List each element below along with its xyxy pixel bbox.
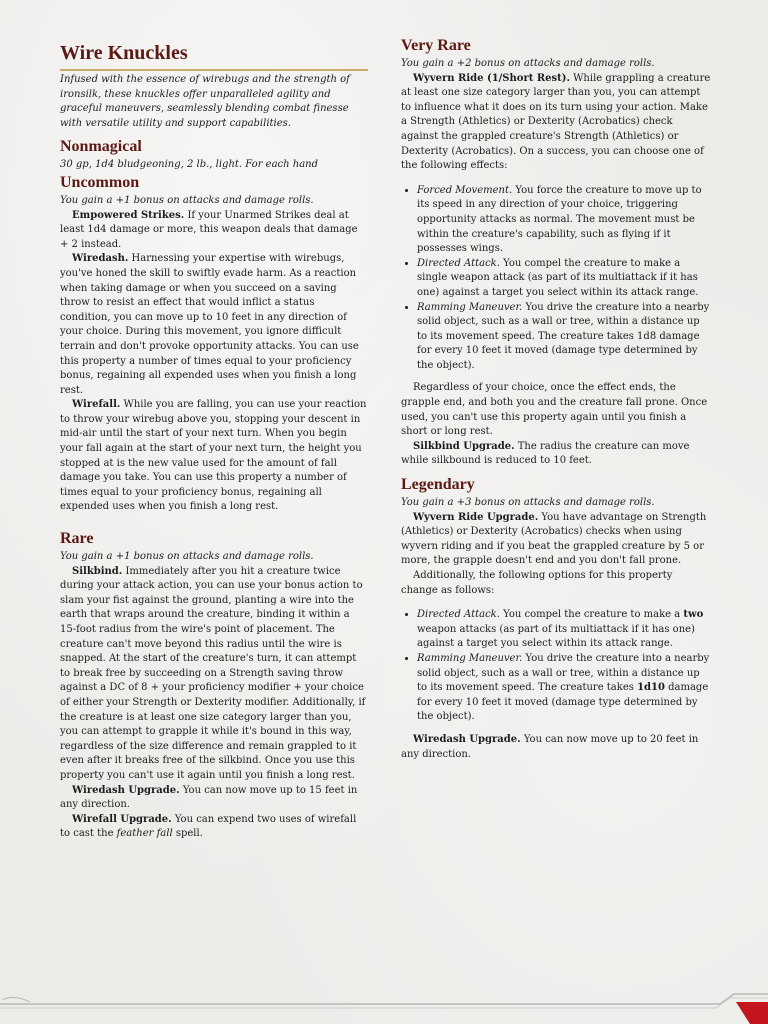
wiredash-paragraph — [60, 252, 368, 398]
intro-text: Infused with the essence of wirebugs and the strength of ironsilk, these knuckles offer unparalleled agility and graceful maneuvers, seamlessly blending combat finesse with versatile utility and support capabilities. — [60, 74, 350, 129]
ramming-maneuver-text: You drive the creature into a nearby solid object, such as a wall or tree, within a distance up to its movement speed. The creature takes 1d8 damage for every 10 feet it moved (damage type determined by the object). — [417, 301, 710, 371]
wirefall-paragraph — [60, 398, 368, 515]
legendary-wiredash-upgrade-label: Wiredash Upgrade. — [413, 733, 521, 745]
rare-wiredash-upgrade-paragraph — [60, 784, 368, 813]
legendary-heading: Legendary — [401, 476, 475, 494]
silkbind-text: Immediately after you hit a creature twice during your attack action, you can use your bonus action to slam your fist against the ground, planting a wire into the earth that wraps around the creature, binding it within a 15-foot radius from the wire's point of placement. The creature can't move beyond this radius until the wire is snapped. At the start of the creature's turn, it can attempt to break free by succeeding on a Strength saving throw against a DC of 8 + your proficiency modifier + your choice of either your Strength or Dexterity modifier. Additionally, if the creature is at least one size category larger than you, you can attempt to grapple it while it's bound in this way, regardless of the size difference and remain grappled to it even after it breaks free of the silkbind. Once you use this property you can't use it again until you finish a long rest. — [60, 565, 366, 781]
wyvern-effects-list — [401, 184, 711, 374]
additionally-paragraph: Additionally, the following options for this property change as follows: — [401, 570, 673, 596]
page-title: Wire Knuckles — [60, 40, 368, 71]
rare-bonus: You gain a +1 bonus on attacks and damage rolls. — [60, 551, 314, 563]
forced-movement-text: You force the creature to move up to its speed in any direction of your choice, triggering opportunity attacks as normal. The movement must be within the creature's capability, such as flying if it possesses wings. — [417, 184, 702, 255]
nonmagical-heading: Nonmagical — [60, 138, 142, 156]
legendary-ramming-text-a: You drive the creature into a nearby solid object, such as a wall or tree, within a distance up to its movement speed. The creature takes — [417, 652, 710, 694]
list-item — [417, 608, 711, 652]
silkbind-upgrade-text: The radius the creature can move while silkbound is reduced to 10 feet. — [401, 440, 690, 467]
wyvern-ride-upgrade-label: Wyvern Ride Upgrade. — [413, 511, 539, 523]
legendary-bonus: You gain a +3 bonus on attacks and damage rolls. — [401, 497, 655, 509]
legendary-options-list — [401, 608, 711, 725]
legendary-wiredash-upgrade-paragraph — [401, 733, 711, 762]
wyvern-ride-text: While grappling a creature at least one size category larger than you, you can attempt to influence what it does on its turn using your action. Make a Strength (Athletics) or Dexterity (Acrobatics) check against the grappled creature's Strength (Athletics) or Dexterity (Acrobatics). On a success, you can choose one of the following effects: — [401, 72, 711, 172]
very-rare-bonus: You gain a +2 bonus on attacks and damage rolls. — [401, 58, 655, 69]
silkbind-paragraph — [60, 565, 368, 784]
wirefall-upgrade-text-a: You can expend two uses of wirefall to cast the — [60, 813, 357, 840]
silkbind-upgrade-paragraph — [401, 440, 711, 469]
legendary-directed-text-b: weapon attacks (as part of its multiattack if it has one) against a target you select within its attack range. — [417, 623, 695, 650]
wiredash-label: Wiredash. — [72, 253, 129, 265]
wyvern-ride-label: Wyvern Ride (1/Short Rest). — [413, 72, 570, 84]
regardless-paragraph: Regardless of your choice, once the effect ends, the grapple end, and both you and the creature fall prone. Once used, you can't use this property again until you finish a short or long rest. — [401, 382, 708, 438]
wirefall-upgrade-label: Wirefall Upgrade. — [72, 813, 172, 825]
list-item — [417, 652, 711, 725]
footer-ornament — [0, 986, 768, 1016]
list-item — [417, 184, 711, 257]
legendary-ramming-bold: 1d10 — [637, 682, 665, 694]
wirefall-upgrade-text-b: spell. — [172, 828, 203, 840]
wyvern-ride-upgrade-text: You have advantage on Strength (Athletics) or Dexterity (Acrobatics) checks when using wyvern riding and if you beat the grappled creature by 5 or more, the grapple doesn't end and you don't fall prone. — [401, 511, 707, 567]
forced-movement-name: Forced Movement. — [417, 184, 513, 196]
silkbind-label: Silkbind. — [72, 565, 123, 577]
left-column — [60, 36, 368, 842]
list-item — [417, 301, 711, 374]
legendary-directed-attack-name: Directed Attack. — [417, 609, 500, 621]
legendary-wiredash-upgrade-text: You can now move up to 20 feet in any direction. — [401, 733, 699, 760]
wirefall-upgrade-paragraph — [60, 813, 368, 842]
ramming-maneuver-name: Ramming Maneuver. — [417, 301, 523, 313]
wyvern-ride-upgrade-paragraph — [401, 511, 711, 569]
rare-wiredash-upgrade-label: Wiredash Upgrade. — [72, 784, 180, 796]
directed-attack-text: You compel the creature to make a single weapon attack (as part of its multiattack if it has one) against a target you select within its attack range. — [417, 257, 699, 298]
empowered-strikes-label: Empowered Strikes. — [72, 209, 185, 221]
legendary-directed-text-a: You compel the creature to make a — [499, 609, 684, 621]
very-rare-heading: Very Rare — [401, 37, 471, 54]
right-column — [401, 36, 711, 762]
uncommon-heading: Uncommon — [60, 173, 140, 191]
legendary-ramming-text-b: damage for every 10 feet it moved (damage type determined by the object). — [417, 682, 709, 723]
empowered-strikes-text: If your Unarmed Strikes deal at least 1d4 damage or more, this weapon deals that damage + 2 instead. — [60, 209, 358, 250]
nonmagical-stats: 30 gp, 1d4 bludgeoning, 2 lb., light. For each hand — [60, 159, 318, 171]
rare-wiredash-upgrade-text: You can now move up to 15 feet in any direction. — [60, 784, 358, 811]
feather-fall-spell: feather fall — [116, 828, 173, 840]
uncommon-bonus: You gain a +1 bonus on attacks and damage rolls. — [60, 194, 314, 206]
footer-corner-accent — [724, 994, 768, 1024]
empowered-strikes-paragraph — [60, 209, 368, 253]
silkbind-upgrade-label: Silkbind Upgrade. — [413, 440, 515, 452]
legendary-ramming-name: Ramming Maneuver. — [417, 652, 523, 664]
wirefall-label: Wirefall. — [72, 399, 121, 411]
directed-attack-name: Directed Attack. — [417, 257, 500, 269]
wiredash-text: Harnessing your expertise with wirebugs, you've honed the skill to swiftly evade harm. As a reaction when taking damage or when you succeed on a saving throw to resist an effect that would inflict a status condition, you can move up to 10 feet in any direction of your choice. During this movement, you ignore difficult terrain and don't provoke opportunity attacks. You can use this property a number of times equal to your proficiency bonus, regaining all expended uses when you finish a long rest. — [60, 253, 359, 396]
wirefall-text: While you are falling, you can use your reaction to throw your wirebug above you, stopping your descent in mid-air until the start of your next turn. When you begin your fall again at the start of your next turn, the height you stopped at is the new value used for the amount of fall damage you take. You can use this property a number of times equal to your proficiency bonus, regaining all expended uses when you finish a long rest. — [60, 399, 367, 513]
wyvern-ride-paragraph — [401, 72, 711, 174]
legendary-directed-bold: two — [683, 609, 704, 621]
list-item — [417, 257, 711, 301]
rare-heading: Rare — [60, 530, 94, 548]
